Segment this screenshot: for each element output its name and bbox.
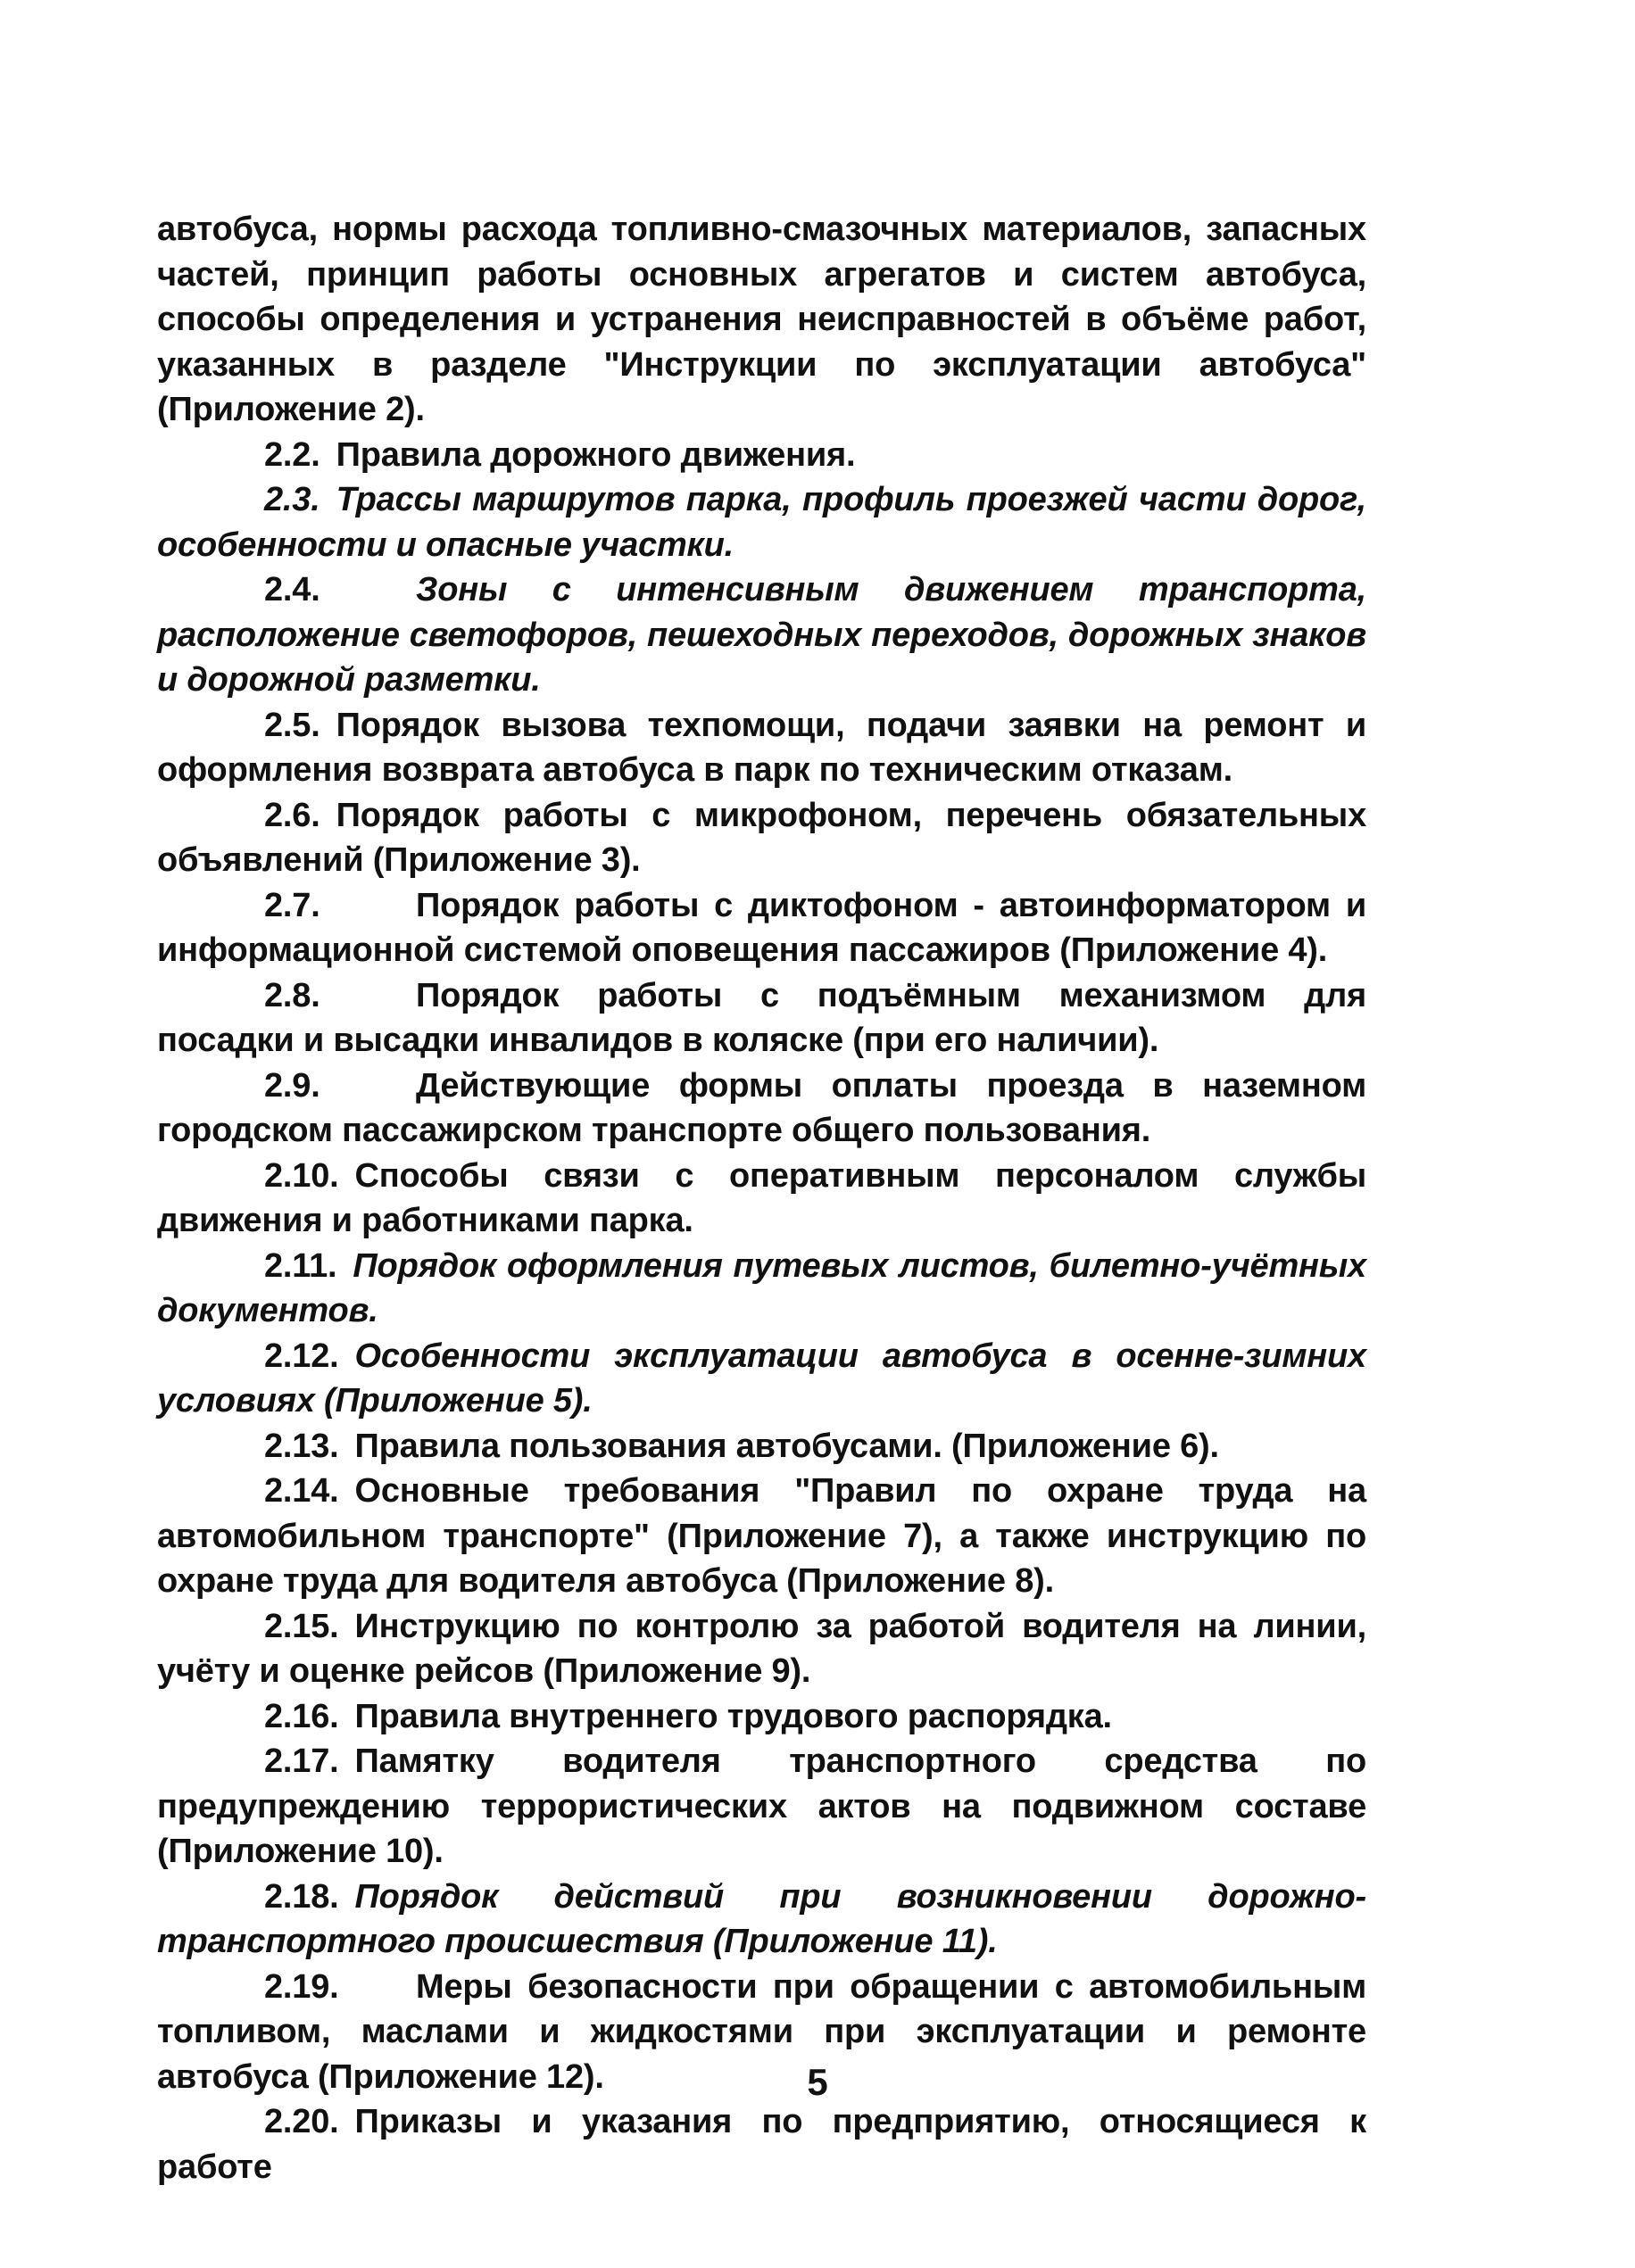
page-number: 5 — [807, 2061, 828, 2103]
item-text: Порядок вызова техпомощи, подачи заявки на ремонт и оформления возврата автобуса в парк по техническим отказам. — [157, 706, 1366, 789]
list-item-2-11 — [157, 1244, 1366, 1334]
item-number: 2.16. — [264, 1697, 339, 1735]
document-body — [157, 207, 1366, 2189]
item-text: Памятку водителя транспортного средства по предупреждению террористических актов на подвижном составе (Приложение 10). — [157, 1742, 1366, 1870]
item-text: Трассы маршрутов парка, профиль проезжей части дорог, особенности и опасные участки. — [157, 481, 1366, 564]
item-number: 2.6. — [264, 796, 320, 834]
list-item-2-12 — [157, 1334, 1366, 1424]
item-text: Порядок работы с микрофоном, перечень обязательных объявлений (Приложение 3). — [157, 796, 1366, 879]
list-item-2-7 — [157, 883, 1366, 973]
item-number: 2.2. — [264, 435, 320, 474]
item-text: Зоны с интенсивным движением транспорта, расположение светофоров, пешеходных переходов, дорожных знаков и дорожной разметки. — [157, 571, 1366, 699]
item-number: 2.7. — [264, 886, 320, 924]
item-number: 2.11. — [264, 1246, 337, 1285]
list-item-2-15 — [157, 1604, 1366, 1694]
item-text: Способы связи с оперативным персоналом службы движения и работниками парка. — [157, 1156, 1366, 1239]
item-number: 2.9. — [264, 1066, 320, 1105]
list-item-2-4 — [157, 567, 1366, 703]
list-item-2-20 — [157, 2099, 1366, 2189]
item-number: 2.3. — [264, 481, 320, 518]
list-item-2-8 — [157, 973, 1366, 1064]
list-item-2-6 — [157, 793, 1366, 883]
item-number: 2.20. — [264, 2103, 339, 2140]
item-text: Основные требования "Правил по охране труда на автомобильном транспорте" (Приложение 7), а также инструкцию по охране труда для водителя автобуса (Приложение 8). — [157, 1472, 1366, 1600]
item-text: Порядок оформления путевых листов, билетно-учётных документов. — [157, 1246, 1366, 1329]
item-number: 2.19. — [264, 1967, 339, 2006]
item-text: Приказы и указания по предприятию, относящиеся к работе — [157, 2103, 1366, 2186]
item-text: Порядок работы с диктофоном - автоинформатором и информационной системой оповещения пассажиров (Приложение 4). — [157, 886, 1366, 969]
item-text: Действующие формы оплаты проезда в наземном городском пассажирском транспорте общего пользования. — [157, 1066, 1366, 1149]
item-number: 2.8. — [264, 976, 320, 1014]
list-item-2-14 — [157, 1469, 1366, 1604]
item-text: Меры безопасности при обращении с автомобильным топливом, маслами и жидкостями при эксплуатации и ремонте автобуса (Приложение 12). — [157, 1967, 1366, 2096]
item-number: 2.5. — [264, 706, 320, 744]
list-item-2-5 — [157, 703, 1366, 793]
item-number: 2.18. — [264, 1877, 339, 1916]
item-text: Правила дорожного движения. — [336, 435, 856, 474]
item-text: Порядок действий при возникновении дорожно-транспортного происшествия (Приложение 11). — [157, 1877, 1366, 1960]
item-number: 2.15. — [264, 1607, 339, 1645]
item-number: 2.17. — [264, 1742, 339, 1780]
item-text: Правила пользования автобусами. (Приложение 6). — [354, 1427, 1219, 1465]
item-number: 2.12. — [264, 1337, 339, 1375]
item-number: 2.10. — [264, 1156, 339, 1195]
list-item-2-10 — [157, 1154, 1366, 1244]
list-item-2-9 — [157, 1064, 1366, 1154]
item-number: 2.13. — [264, 1427, 339, 1465]
list-item-2-16 — [157, 1694, 1366, 1740]
item-text: Порядок работы с подъёмным механизмом для посадки и высадки инвалидов в коляске (при его наличии). — [157, 976, 1366, 1059]
list-item-2-2 — [157, 433, 1366, 478]
intro-paragraph: автобуса, нормы расхода топливно-смазочных материалов, запасных частей, принцип работы основных агрегатов и систем автобуса, способы определения и устранения неисправностей в объёме работ, указанных в разделе "Инструкции по эксплуатации автобуса" (Приложение 2). — [157, 211, 1366, 428]
item-text: Особенности эксплуатации автобуса в осенне-зимних условиях (Приложение 5). — [157, 1337, 1366, 1420]
item-number: 2.4. — [264, 571, 320, 608]
list-item-2-17 — [157, 1739, 1366, 1875]
item-text: Правила внутреннего трудового распорядка. — [354, 1697, 1112, 1735]
list-item-2-13 — [157, 1424, 1366, 1469]
item-number: 2.14. — [264, 1472, 339, 1510]
list-item-2-3 — [157, 477, 1366, 567]
list-item-2-18 — [157, 1875, 1366, 1965]
item-text: Инструкцию по контролю за работой водителя на линии, учёту и оценке рейсов (Приложение 9). — [157, 1607, 1366, 1690]
